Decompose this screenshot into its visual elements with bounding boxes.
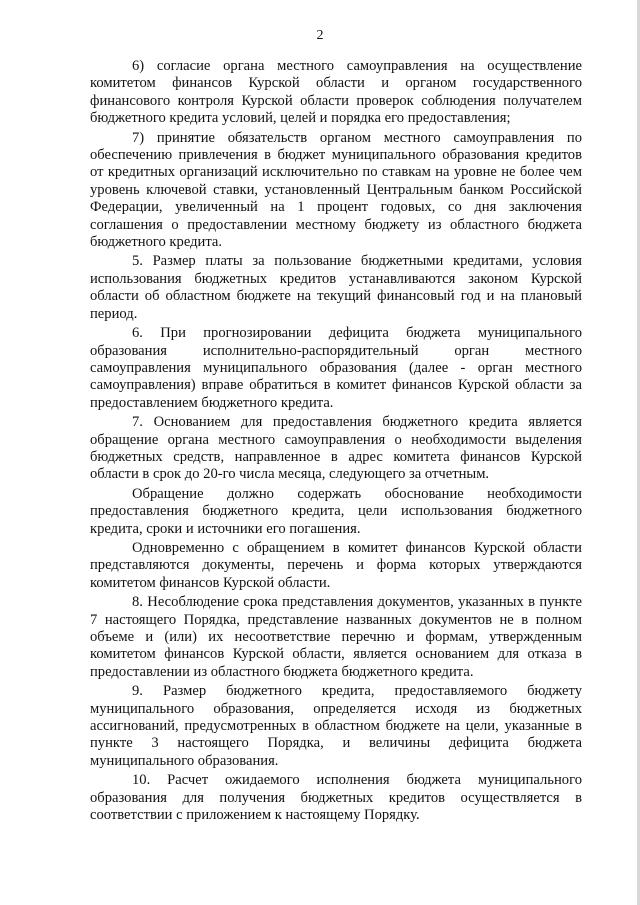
paragraph-documents: Одновременно с обращением в комитет финансов Курской области представляются документы, перечень и форма которых утверждаются комитетом финансов Курской области. xyxy=(90,539,582,591)
paragraph-6-consent: 6) согласие органа местного самоуправления на осуществление комитетом финансов Курской области и органом государственного финансового контроля Курской области проверок соблюдения получателем бюджетного кредита условий, целей и порядка его предоставления; xyxy=(90,58,582,127)
paragraph-5-fee: 5. Размер платы за пользование бюджетными кредитами, условия использования бюджетных кредитов устанавливаются законом Курской области об областном бюджете на текущий финансовый год и на плановый период. xyxy=(90,253,582,322)
paragraph-6-deficit: 6. При прогнозировании дефицита бюджета муниципального образования исполнительно-распорядительный орган местного самоуправления муниципального образования (далее - орган местного самоуправления) вправе обратиться в комитет финансов Курской области за предоставлением бюджетного кредита. xyxy=(90,325,582,411)
paragraph-10-calculation: 10. Расчет ожидаемого исполнения бюджета муниципального образования для получения бюджетных кредитов осуществляется в соответствии с приложением к настоящему Порядку. xyxy=(90,772,582,824)
paragraph-8-noncompliance: 8. Несоблюдение срока представления документов, указанных в пункте 7 настоящего Порядка, представление названных документов не в полном объеме и (или) их несоответствие перечню и формам, утвержденным комитетом финансов Курской области, является основанием для отказа в предоставлении из областного бюджета бюджетного кредита. xyxy=(90,594,582,680)
paragraph-9-amount: 9. Размер бюджетного кредита, предоставляемого бюджету муниципального образования, определяется исходя из бюджетных ассигнований, предусмотренных в областном бюджете на цели, указанные в пункте 3 настоящего Порядка, и величины дефицита бюджета муниципального образования. xyxy=(90,683,582,769)
page-number: 2 xyxy=(316,28,324,43)
paragraph-7-obligations: 7) принятие обязательств органом местного самоуправления по обеспечению привлечения в бюджет муниципального образования кредитов от кредитных организаций исключительно по ставкам на уровне не более чем уровень ключевой ставки, установленный Центральным банком Российской Федерации, увеличенный на 1 процент годовых, со дня заключения соглашения о предоставлении местному бюджету из областного бюджета бюджетного кредита. xyxy=(90,129,582,251)
document-body xyxy=(90,58,582,826)
paragraph-7-basis: 7. Основанием для предоставления бюджетного кредита является обращение органа местного самоуправления о необходимости выделения бюджетных средств, направленное в адрес комитета финансов Курской области в срок до 20-го числа месяца, следующего за отчетным. xyxy=(90,414,582,483)
paragraph-request-content: Обращение должно содержать обоснование необходимости предоставления бюджетного кредита, цели использования бюджетного кредита, сроки и источники его погашения. xyxy=(90,485,582,537)
